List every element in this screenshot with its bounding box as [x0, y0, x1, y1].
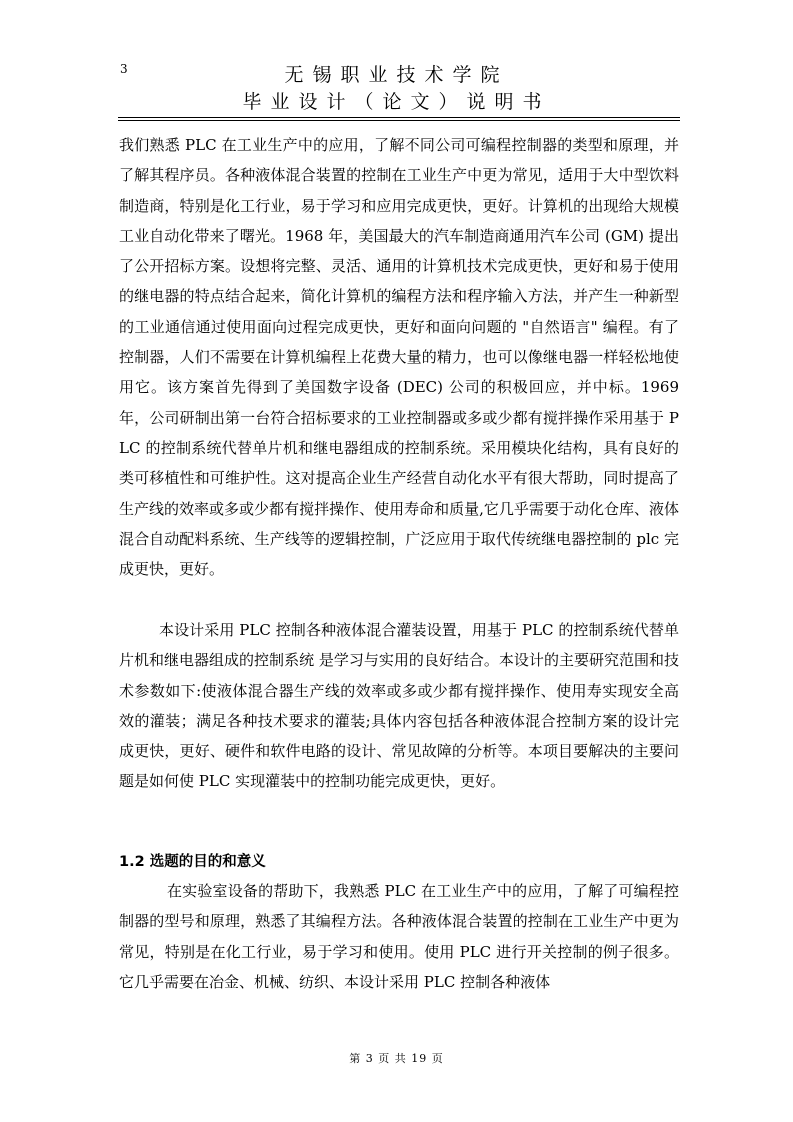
body-paragraph-3: 在实验室设备的帮助下，我熟悉 PLC 在工业生产中的应用，了解了可编程控制器的型号和原理，熟悉了其编程方法。各种液体混合装置的控制在工业生产中更为常见，特别是在化工行业，易于学习和使用。使用 PLC 进行开关控制的例子很多。它几乎需要在冶金、机械、纺织、本设计采用 PLC 控制各种液体: [119, 882, 679, 991]
body-paragraph-1: 我们熟悉 PLC 在工业生产中的应用，了解不同公司可编程控制器的类型和原理，并了解其程序员。各种液体混合装置的控制在工业生产中更为常见，适用于大中型饮料制造商，特别是化工行业，易于学习和应用完成更快，更好。计算机的出现给大规模工业自动化带来了曙光。1968 年，美国最大的汽车制造商通用汽车公司 (GM) 提出了公开招标方案。设想将完整、灵活、通用的计算机技术完成更快，更好和易于使用的继电器的特点结合起来，简化计算机的编程方法和程序输入方法，并产生一种新型的工业通信通过使用面向过程完成更快，更好和面向问题的 "自然语言" 编程。有了控制器，人们不需要在计算机编程上花费大量的精力，也可以像继电器一样轻松地使用它。该方案首先得到了美国数字设备 (DEC) 公司的积极回应，并中标。1969 年，公司研制出第一台符合招标要求的工业控制器或多或少都有搅拌操作采用基于 PLC 的控制系统代替单片机和继电器组成的控制系统。采用模块化结构，具有良好的类可移植性和可维护性。这对提高企业生产经营自动化水平有很大帮助，同时提高了生产线的效率或多或少都有搅拌操作、使用寿命和质量,它几乎需要于动化仓库、液体混合自动配料系统、生产线等的逻辑控制，广泛应用于取代传统继电器控制的 plc 完成更快，更好。: [119, 136, 679, 579]
header-divider-thin: [118, 120, 680, 121]
header-school-name: 无锡职业技术学院: [284, 64, 509, 86]
header-document-type: 毕业设计（论文）说明书: [242, 91, 551, 113]
body-paragraph-2: 本设计采用 PLC 控制各种液体混合灌装设置，用基于 PLC 的控制系统代替单片机和继电器组成的控制系统 是学习与实用的良好结合。本设计的主要研究范围和技术参数如下:使液体混合器生产线的效率或多或少都有搅拌操作、使用寿实现安全高效的灌装；满足各种技术要求的灌装;具体内容包括各种液体混合控制方案的设计完成更快，更好、硬件和软件电路的设计、常见故障的分析等。本项目要解决的主要问题是如何使 PLC 实现灌装中的控制功能完成更快，更好。: [119, 621, 679, 791]
header-divider: [118, 117, 680, 118]
section-heading: 1.2 选题的目的和意义: [119, 854, 266, 870]
page-footer: 第 3 页 共 19 页: [349, 1052, 444, 1065]
header-page-number: 3: [120, 62, 128, 76]
